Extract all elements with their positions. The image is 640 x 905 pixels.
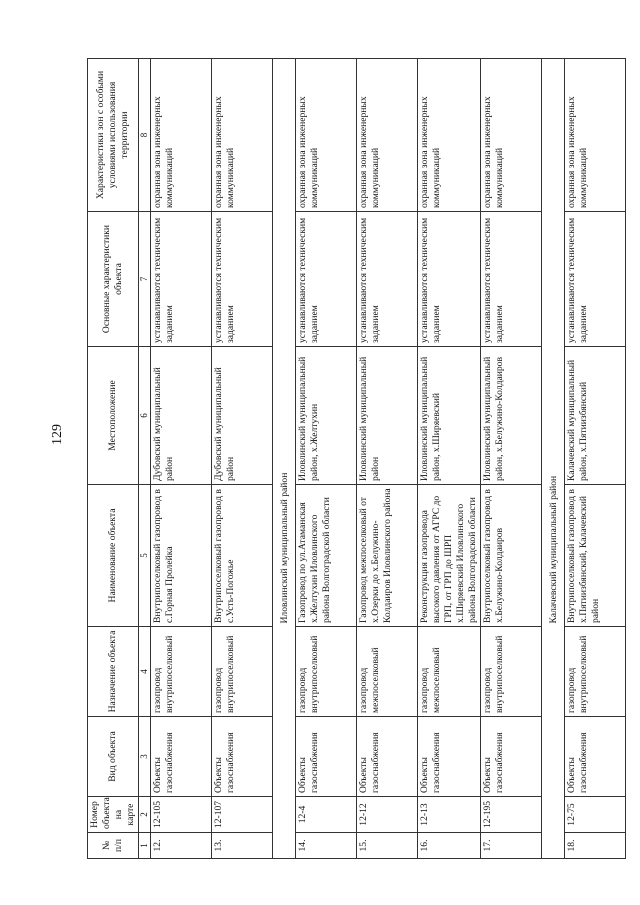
object-name: Внутрипоселковый газопровод в с.Усть-Погожье: [212, 485, 273, 627]
map-object-number: 12-107: [212, 797, 273, 833]
table-row: [565, 59, 626, 859]
object-location: Дубовский муниципальный район: [212, 347, 273, 485]
object-characteristics: устанавливаются техническим заданием: [481, 212, 542, 347]
zone-characteristics: охранная зона инженерных коммуникаций: [418, 59, 481, 212]
district-row: [273, 59, 296, 859]
row-index: 18.: [565, 833, 626, 859]
object-name: Реконструкция газопровода высокого давления от АГРС до ГРП, от ГРП до ШРП х.Ширяевский Иловлинского района Волгоградской области: [418, 485, 481, 627]
object-characteristics: устанавливаются техническим заданием: [418, 212, 481, 347]
object-location: Иловлинский муниципальный район: [357, 347, 418, 485]
object-purpose: газопровод межпоселковый: [357, 627, 418, 717]
map-object-number: 12-12: [357, 797, 418, 833]
row-index: 14.: [296, 833, 357, 859]
header-cell: Вид объекта: [88, 717, 139, 797]
object-type: Объекты газоснабжения: [296, 717, 357, 797]
object-type: Объекты газоснабжения: [151, 717, 212, 797]
row-index: 16.: [418, 833, 481, 859]
objects-table: [87, 58, 626, 859]
zone-characteristics: охранная зона инженерных коммуникаций: [212, 59, 273, 212]
object-characteristics: устанавливаются техническим заданием: [212, 212, 273, 347]
object-purpose: газопровод межпоселковый: [418, 627, 481, 717]
row-index: 17.: [481, 833, 542, 859]
object-characteristics: устанавливаются техническим заданием: [357, 212, 418, 347]
district-heading: Иловлинский муниципальный район: [273, 59, 296, 627]
table-row: [481, 59, 542, 859]
object-location: Иловлинский муниципальный район, х.Ширяевский: [418, 347, 481, 485]
header-cell: Местоположение: [88, 347, 139, 485]
table-row: [151, 59, 212, 859]
header-cell: Номер объекта на карте: [88, 797, 139, 833]
object-purpose: газопровод внутрипоселковый: [212, 627, 273, 717]
object-characteristics: устанавливаются техническим заданием: [151, 212, 212, 347]
object-location: Иловлинский муниципальный район, х.Желтухин: [296, 347, 357, 485]
object-name: Газопровод межпоселковый от х.Озерки до х.Белужино-Колдаиров Иловлинского района: [357, 485, 418, 627]
column-number: 5: [138, 485, 150, 627]
district-heading: Калачевский муниципальный район: [542, 59, 565, 627]
column-number: 6: [138, 347, 150, 485]
table-row: [357, 59, 418, 859]
zone-characteristics: охранная зона инженерных коммуникаций: [357, 59, 418, 212]
object-name: Газопровод по ул.Атаманская х.Желтухин Иловлинского района Волгоградской области: [296, 485, 357, 627]
table-row: [212, 59, 273, 859]
header-cell: Наименование объекта: [88, 485, 139, 627]
zone-characteristics: охранная зона инженерных коммуникаций: [151, 59, 212, 212]
column-number: 2: [138, 797, 150, 833]
page-number: 129: [50, 424, 65, 445]
map-object-number: 12-13: [418, 797, 481, 833]
header-cell: Назначение объекта: [88, 627, 139, 717]
object-name: Внутрипоселковый газопровод в х.Пятиизбянский, Калачевский район: [565, 485, 626, 627]
column-number: 1: [138, 833, 150, 859]
map-object-number: 12-105: [151, 797, 212, 833]
map-object-number: 12-75: [565, 797, 626, 833]
object-purpose: газопровод внутрипоселковый: [296, 627, 357, 717]
map-object-number: 12-195: [481, 797, 542, 833]
column-number: 8: [138, 59, 150, 212]
column-number: 4: [138, 627, 150, 717]
object-name: Внутрипоселковый газопровод в с.Горная Пролейка: [151, 485, 212, 627]
rotated-table-wrapper: [87, 59, 626, 859]
row-index: 13.: [212, 833, 273, 859]
object-purpose: газопровод внутрипоселковый: [151, 627, 212, 717]
object-type: Объекты газоснабжения: [418, 717, 481, 797]
table-row: [418, 59, 481, 859]
header-row: [88, 59, 139, 859]
object-type: Объекты газоснабжения: [212, 717, 273, 797]
zone-characteristics: охранная зона инженерных коммуникаций: [296, 59, 357, 212]
map-object-number: 12-4: [296, 797, 357, 833]
column-number: 7: [138, 212, 150, 347]
header-cell: Основные характеристики объекта: [88, 212, 139, 347]
object-location: Иловлинский муниципальный район, х.Белужино-Колдаиров: [481, 347, 542, 485]
object-location: Калачевский муниципальный район, х.Пятиизбянский: [565, 347, 626, 485]
object-name: Внутрипоселковый газопровод в х.Белужино-Колдаиров: [481, 485, 542, 627]
object-type: Объекты газоснабжения: [481, 717, 542, 797]
zone-characteristics: охранная зона инженерных коммуникаций: [481, 59, 542, 212]
district-row: [542, 59, 565, 859]
header-cell: Характеристики зон с особыми условиями использования территории: [88, 59, 139, 212]
object-characteristics: устанавливаются техническим заданием: [296, 212, 357, 347]
object-type: Объекты газоснабжения: [357, 717, 418, 797]
object-location: Дубовский муниципальный район: [151, 347, 212, 485]
row-index: 15.: [357, 833, 418, 859]
object-characteristics: устанавливаются техническим заданием: [565, 212, 626, 347]
row-index: 12.: [151, 833, 212, 859]
column-number-row: [138, 59, 150, 859]
column-number: 3: [138, 717, 150, 797]
object-type: Объекты газоснабжения: [565, 717, 626, 797]
table-row: [296, 59, 357, 859]
header-cell: № п/п: [88, 833, 139, 859]
object-purpose: газопровод внутрипоселковый: [565, 627, 626, 717]
object-purpose: газопровод внутрипоселковый: [481, 627, 542, 717]
zone-characteristics: охранная зона инженерных коммуникаций: [565, 59, 626, 212]
